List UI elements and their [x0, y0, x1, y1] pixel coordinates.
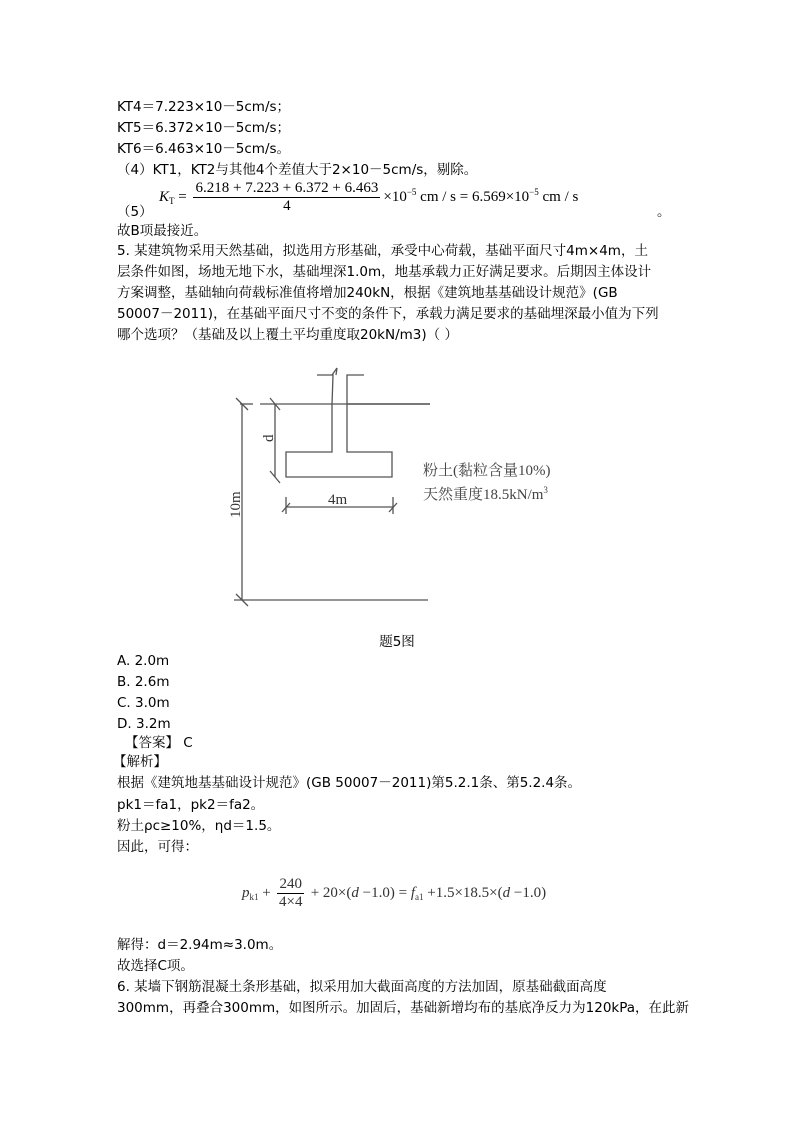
option-d: D. 3.2m [117, 716, 171, 732]
answer-line [125, 733, 193, 753]
soil-type-label: 粉土(黏粒含量10%) [423, 463, 551, 479]
choose-line: 故选择C项。 [117, 958, 194, 974]
label-4m: 4m [328, 492, 348, 508]
bearing-equation [242, 876, 546, 911]
analysis-line-2: pk1＝fa1，pk2＝fa2。 [117, 797, 265, 813]
eq-p-sub: k1 [249, 891, 259, 902]
analysis-label: 【解析】 [113, 754, 167, 770]
formula-fraction [193, 180, 380, 215]
figure-caption: 题5图 [379, 634, 415, 650]
eq-plus1: + [258, 884, 275, 901]
eq-d1: d [351, 884, 359, 901]
q5-line-4: 50007－2011)，在基础平面尺寸不变的条件下，承载力满足要求的基础埋深最小值为下列 [117, 306, 659, 322]
formula-exp2: −5 [529, 186, 539, 197]
conclusion-b: 故B项最接近。 [117, 223, 208, 239]
q5-line-1: 5. 某建筑物采用天然基础，拟选用方形基础，承受中心荷载，基础平面尺寸4m×4m，土 [117, 243, 648, 259]
formula-k: K [159, 188, 170, 205]
kt-average-formula: $K_T$ = $\frac{6.218 + 7.223 + 6.372 + 6.463}{4}$ $\times 10^{-5}$ cm / $s = 6.569\times 10^{-5}$ cm / s [159, 180, 579, 214]
step4-line: （4）KT1，KT2与其他4个差值大于2×10－5cm/s，剔除。 [117, 162, 478, 178]
eq-tail: +1.5×18.5×( [423, 884, 503, 901]
analysis-line-3: 粉土ρc≥10%，ηd＝1.5。 [117, 818, 281, 834]
eq-f: f [410, 884, 415, 901]
q5-line-3: 方案调整，基础轴向荷载标准值将增加240kN，根据《建筑地基基础设计规范》(GB [117, 285, 618, 301]
formula-denominator: 4 [283, 198, 291, 214]
formula-tail1: ×10 [383, 188, 407, 205]
soil-weight-text: 天然重度18.5kN/m [423, 487, 544, 503]
soil-weight-sup: 3 [543, 485, 548, 495]
eq-num: 240 [279, 876, 302, 892]
eq-fraction [277, 876, 304, 911]
eq-p: p [242, 884, 250, 901]
label-10m: 10m [228, 491, 244, 518]
formula-k-sub: T [169, 195, 175, 206]
step5-label: （5） [117, 204, 153, 220]
q5-line-2: 层条件如图，场地无地下水，基础埋深1.0m，地基承载力正好满足要求。后期因主体设计 [117, 264, 652, 280]
formula-numerator: 6.218 + 7.223 + 6.372 + 6.463 [195, 180, 379, 196]
kt4-line: KT4＝7.223×10－5cm/s； [117, 99, 291, 115]
eq-d2: d [502, 884, 511, 901]
soil-weight-label [423, 485, 548, 503]
kt5-line: KT5＝6.372×10－5cm/s； [117, 120, 291, 136]
q6-line-1: 6. 某墙下钢筋混凝土条形基础，拟采用加大截面高度的方法加固，原基础截面高度 [117, 979, 607, 995]
formula-tail2: cm / s = 6.569×10 [416, 188, 530, 205]
kt6-line: KT6＝6.463×10－5cm/s。 [117, 141, 291, 157]
answer-value: C [183, 735, 193, 751]
q6-line-2: 300mm，再叠合300mm，如图所示。加固后，基础新增均布的基底净反力为120kPa，在此新 [117, 1000, 690, 1016]
eq-mid: + 20×( [306, 884, 352, 901]
option-b: B. 2.6m [117, 674, 170, 690]
analysis-line-1: 根据《建筑地基基础设计规范》(GB 50007－2011)第5.2.1条、第5.2.4条。 [117, 775, 582, 791]
option-c: C. 3.0m [117, 695, 170, 711]
eq-den: 4×4 [278, 894, 303, 910]
formula-tail3: cm / s [538, 188, 579, 205]
foundation-diagram [220, 360, 580, 610]
label-d: d [261, 434, 277, 442]
formula-exp1: −5 [406, 186, 417, 197]
eq-mid2: −1.0) = [358, 884, 411, 901]
eq-f-sub: a1 [414, 891, 424, 902]
solution-line: 解得：d＝2.94m≈3.0m。 [117, 937, 283, 953]
analysis-line-4: 因此，可得： [117, 839, 198, 855]
q5-line-5: 哪个选项？（基础及以上覆土平均重度取20kN/m3)（ ） [117, 327, 458, 343]
eq-tail2: −1.0) [510, 884, 547, 901]
step5-end: 。 [657, 204, 671, 220]
answer-label: 【答案】 [125, 735, 179, 751]
option-a: A. 2.0m [117, 653, 170, 669]
